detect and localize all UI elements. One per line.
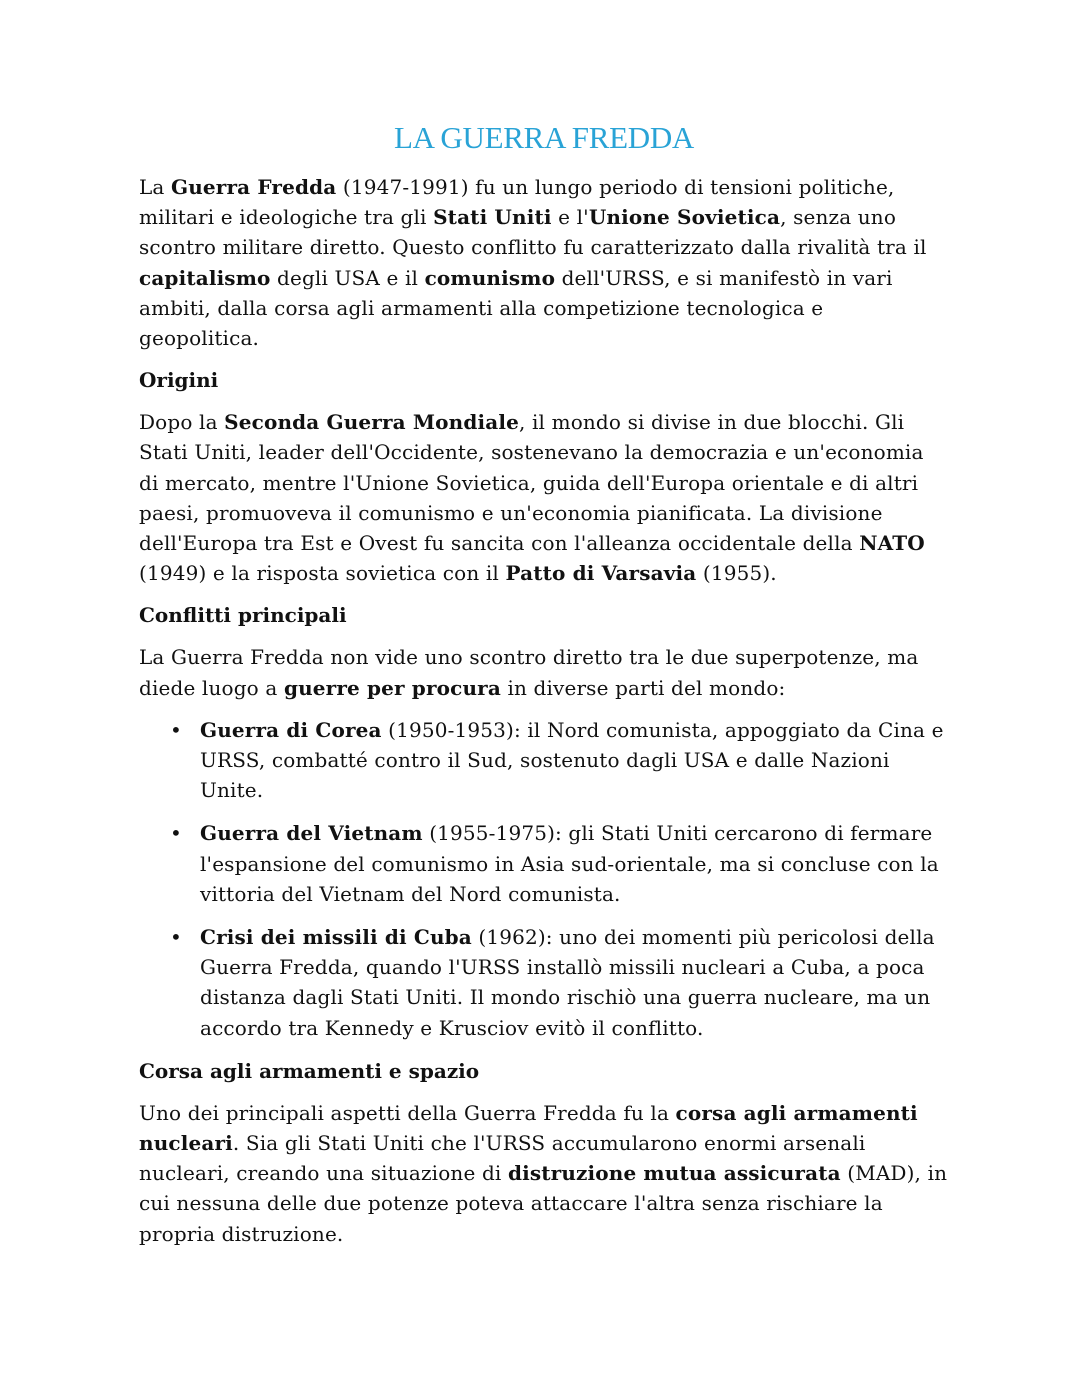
bold-term: Crisi dei missili di Cuba	[200, 925, 472, 950]
text-run: (1962): uno dei momenti più pericolosi della Guerra Fredda, quando l'URSS installò missili nucleari a Cuba, a poca distanza dagli Stati Uniti. Il mondo rischiò una guerra nucleare, ma un accordo tra Kennedy e Krusciov evitò il conflitto.	[200, 925, 935, 1040]
text-run: , il mondo si divise in due blocchi. Gli Stati Uniti, leader dell'Occidente, sostenevano la democrazia e un'economia di mercato, mentre l'Unione Sovietica, guida dell'Europa orientale e di altri paesi, promuoveva il comunismo e un'economia pianificata. La divisione dell'Europa tra Est e Ovest fu sancita con l'alleanza occidentale della	[139, 410, 924, 556]
heading-corsa: Corsa agli armamenti e spazio	[139, 1058, 480, 1083]
bold-term: distruzione mutua assicurata	[507, 1161, 841, 1186]
text-run: . Sia gli Stati Uniti che l'URSS accumularono enormi arsenali nucleari, creando una situazione di	[139, 1131, 866, 1186]
text-run: in diverse parti del mondo:	[500, 675, 786, 700]
bold-term: Guerra Fredda	[171, 175, 337, 199]
text-run: (MAD), in cui nessuna delle due potenze poteva attaccare l'altra senza rischiare la propria distruzione.	[139, 1161, 948, 1246]
list-item	[200, 922, 949, 1043]
bold-term: comunismo	[424, 265, 556, 290]
bold-term: guerre per procura	[283, 675, 501, 700]
bold-term: Stati Uniti	[433, 205, 552, 230]
bold-term: Seconda Guerra Mondiale	[224, 410, 519, 435]
text-run: Uno dei principali aspetti della Guerra Fredda fu la	[139, 1100, 676, 1125]
text-run: (1955-1975): gli Stati Uniti cercarono di fermare l'espansione del comunismo in Asia sud-orientale, ma si concluse con la vittoria del Vietnam del Nord comunista.	[200, 821, 939, 906]
bold-term: Unione Sovietica	[588, 205, 781, 230]
text-run: (1955).	[696, 561, 777, 586]
bold-term: capitalismo	[139, 265, 271, 290]
document-content	[139, 118, 949, 1261]
page-title: LA GUERRA FREDDA	[393, 120, 695, 155]
text-run: degli USA e il	[270, 265, 425, 290]
bold-term: Guerra di Corea	[200, 717, 382, 742]
heading-conflitti: Conflitti principali	[139, 603, 347, 628]
conflitti-list	[139, 715, 949, 1043]
intro-paragraph	[139, 172, 949, 353]
origini-paragraph	[139, 407, 949, 588]
list-item	[200, 715, 949, 806]
corsa-paragraph	[139, 1098, 949, 1249]
text-run: Dopo la	[139, 410, 225, 435]
bold-term: Guerra del Vietnam	[200, 821, 423, 846]
conflitti-intro-paragraph	[139, 642, 949, 702]
bold-term: NATO	[859, 531, 925, 556]
text-run: (1949) e la risposta sovietica con il	[139, 561, 506, 586]
list-item	[200, 818, 949, 909]
text-run: La	[139, 175, 172, 199]
text-run: La Guerra Fredda non vide uno scontro diretto tra le due superpotenze, ma diede luogo a	[139, 645, 919, 700]
heading-origini: Origini	[139, 368, 219, 393]
text-run: e l'	[551, 205, 589, 230]
text-run: (1947-1991) fu un lungo periodo di tensioni politiche, militari e ideologiche tra gli	[139, 175, 895, 230]
bold-term: Patto di Varsavia	[505, 561, 697, 586]
text-run: (1950-1953): il Nord comunista, appoggiato da Cina e URSS, combatté contro il Sud, sostenuto dagli USA e dalle Nazioni Unite.	[200, 717, 944, 803]
bold-term: corsa agli armamenti nucleari	[139, 1100, 918, 1156]
text-run: dell'URSS, e si manifestò in vari ambiti, dalla corsa agli armamenti alla competizione tecnologica e geopolitica.	[139, 265, 893, 351]
text-run: , senza uno scontro militare diretto. Questo conflitto fu caratterizzato dalla rivalità tra il	[139, 205, 927, 260]
